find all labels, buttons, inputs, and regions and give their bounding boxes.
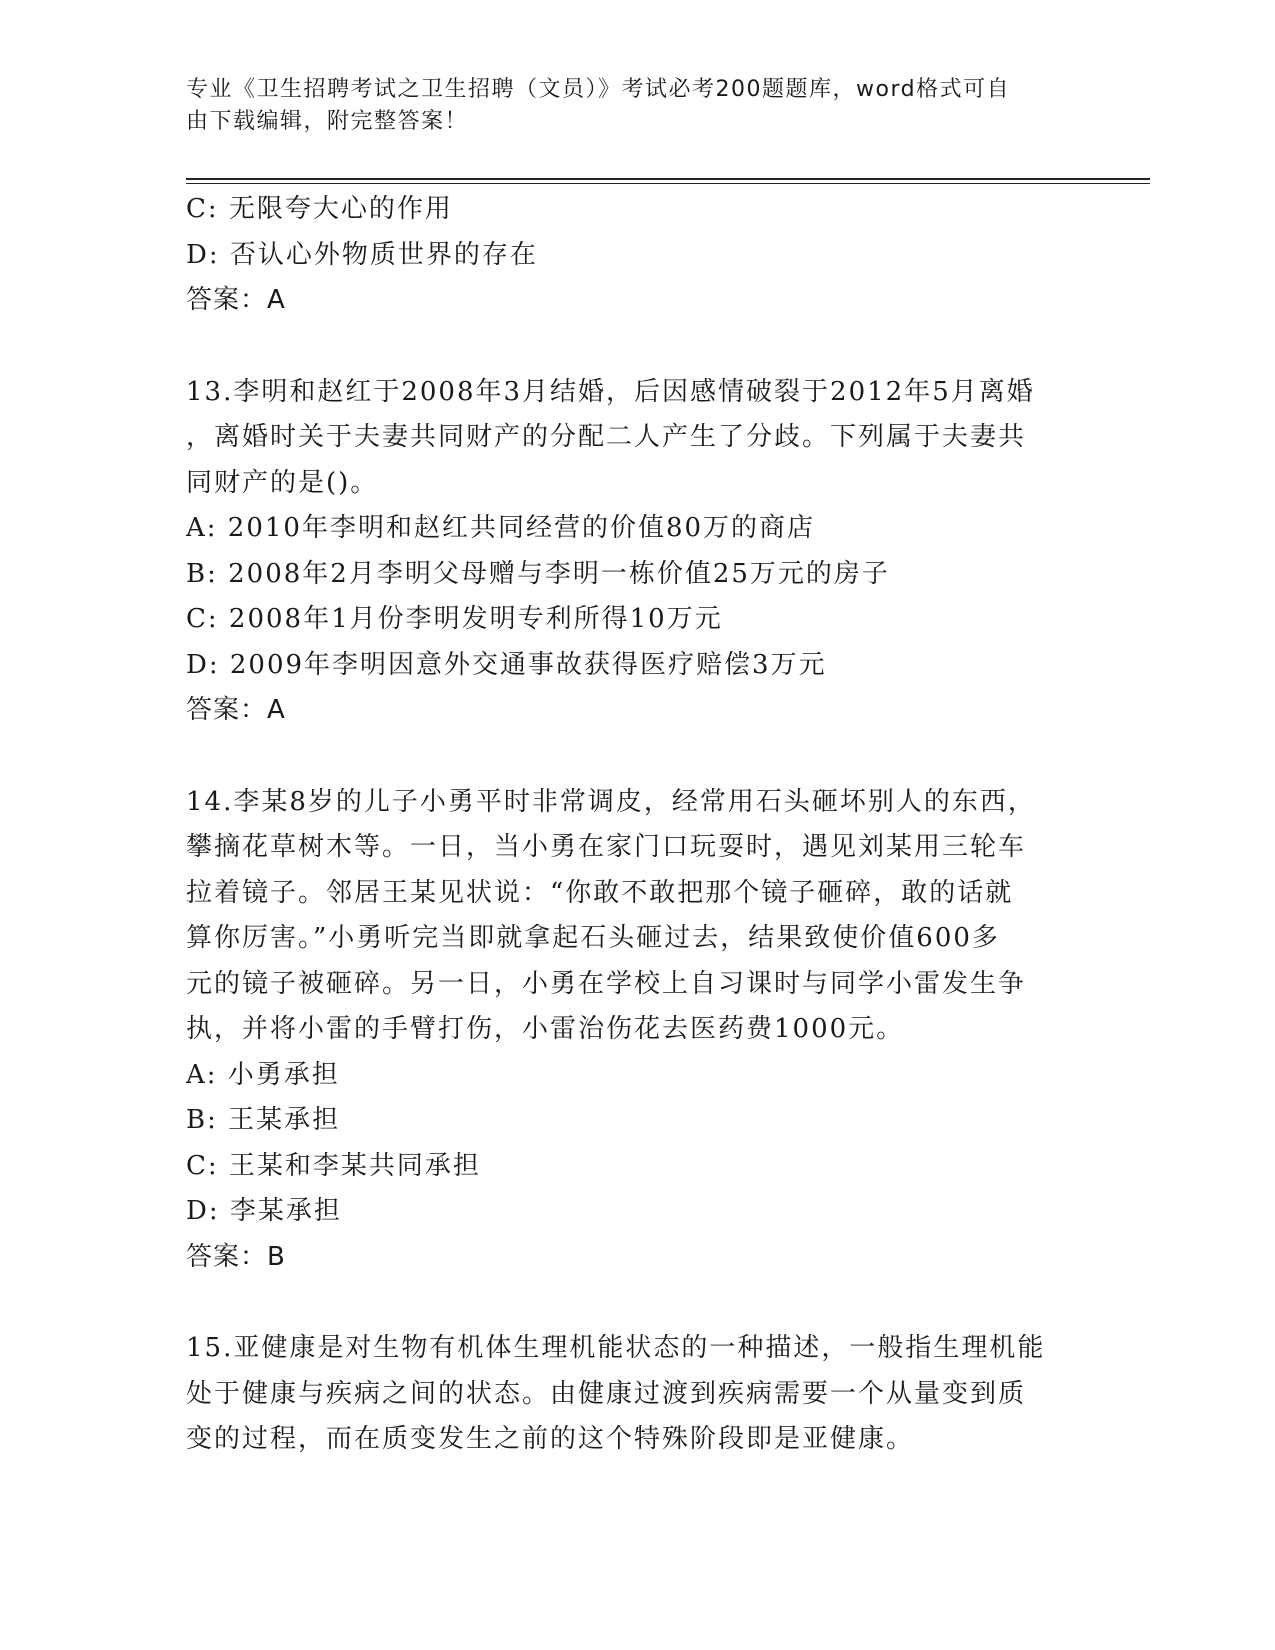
spacer [186, 734, 1066, 780]
question-13 [186, 370, 1066, 734]
question-15 [186, 1326, 1066, 1463]
header-line-1: 专业《卫生招聘考试之卫生招聘（文员）》考试必考200题题库，word格式可自 [186, 77, 1011, 102]
question-text-line: 14.李某8岁的儿子小勇平时非常调皮，经常用石头砸坏别人的东西， [186, 786, 1036, 817]
header-divider-thin [186, 183, 1150, 184]
question-14 [186, 780, 1066, 1281]
question-text-line: 攀摘花草树木等。一日，当小勇在家门口玩耍时，遇见刘某用三轮车 [186, 832, 1027, 862]
question-text-line: 拉着镜子。邻居王某见状说：“你敢不敢把那个镜子砸碎，敢的话就 [186, 877, 1014, 908]
spacer [186, 1280, 1066, 1326]
question-text-line: 执，并将小雷的手臂打伤，小雷治伤花去医药费1000元。 [186, 1014, 905, 1044]
question-text-line: 15.亚健康是对生物有机体生理机能状态的一种描述，一般指生理机能 [186, 1333, 1046, 1363]
header-line-2: 由下载编辑，附完整答案！ [186, 109, 469, 134]
option-a: A: 2010年李明和赵红共同经营的价值80万的商店 [186, 513, 816, 543]
question-text-line: 同财产的是()。 [186, 467, 379, 498]
option-a: A: 小勇承担 [186, 1059, 340, 1090]
option-b: B: 2008年2月李明父母赠与李明一栋价值25万元的房子 [186, 558, 890, 589]
option-b: B: 王某承担 [186, 1105, 341, 1135]
question-text-line: 元的镜子被砸碎。另一日，小勇在学校上自习课时与同学小雷发生争 [186, 968, 1027, 999]
question-text-line: 处于健康与疾病之间的状态。由健康过渡到疾病需要一个从量变到质 [186, 1378, 1027, 1409]
question-text-line: 变的过程，而在质变发生之前的这个特殊阶段即是亚健康。 [186, 1424, 915, 1454]
option-c: C: 无限夸大心的作用 [186, 194, 453, 224]
option-d: D: 2009年李明因意外交通事故获得医疗赔偿3万元 [186, 649, 827, 680]
answer: 答案：A [186, 695, 286, 725]
document-body [186, 187, 1066, 1463]
spacer [186, 324, 1066, 370]
option-c: C: 王某和李某共同承担 [186, 1150, 481, 1181]
header-divider-thick [186, 178, 1150, 180]
question-text-line: ，离婚时关于夫妻共同财产的分配二人产生了分歧。下列属于夫妻共 [186, 422, 1027, 452]
question-text-line: 13.李明和赵红于2008年3月结婚，后因感情破裂于2012年5月离婚 [186, 376, 1035, 407]
answer: 答案：B [186, 1241, 286, 1272]
option-c: C: 2008年1月份李明发明专利所得10万元 [186, 604, 723, 634]
page-header [186, 74, 1086, 138]
option-d: D: 李某承担 [186, 1196, 342, 1226]
option-d: D: 否认心外物质世界的存在 [186, 239, 538, 270]
answer: 答案：A [186, 285, 286, 315]
previous-question-tail [186, 187, 1066, 324]
question-text-line: 算你厉害。”小勇听完当即就拿起石头砸过去，结果致使价值600多 [186, 923, 1000, 953]
